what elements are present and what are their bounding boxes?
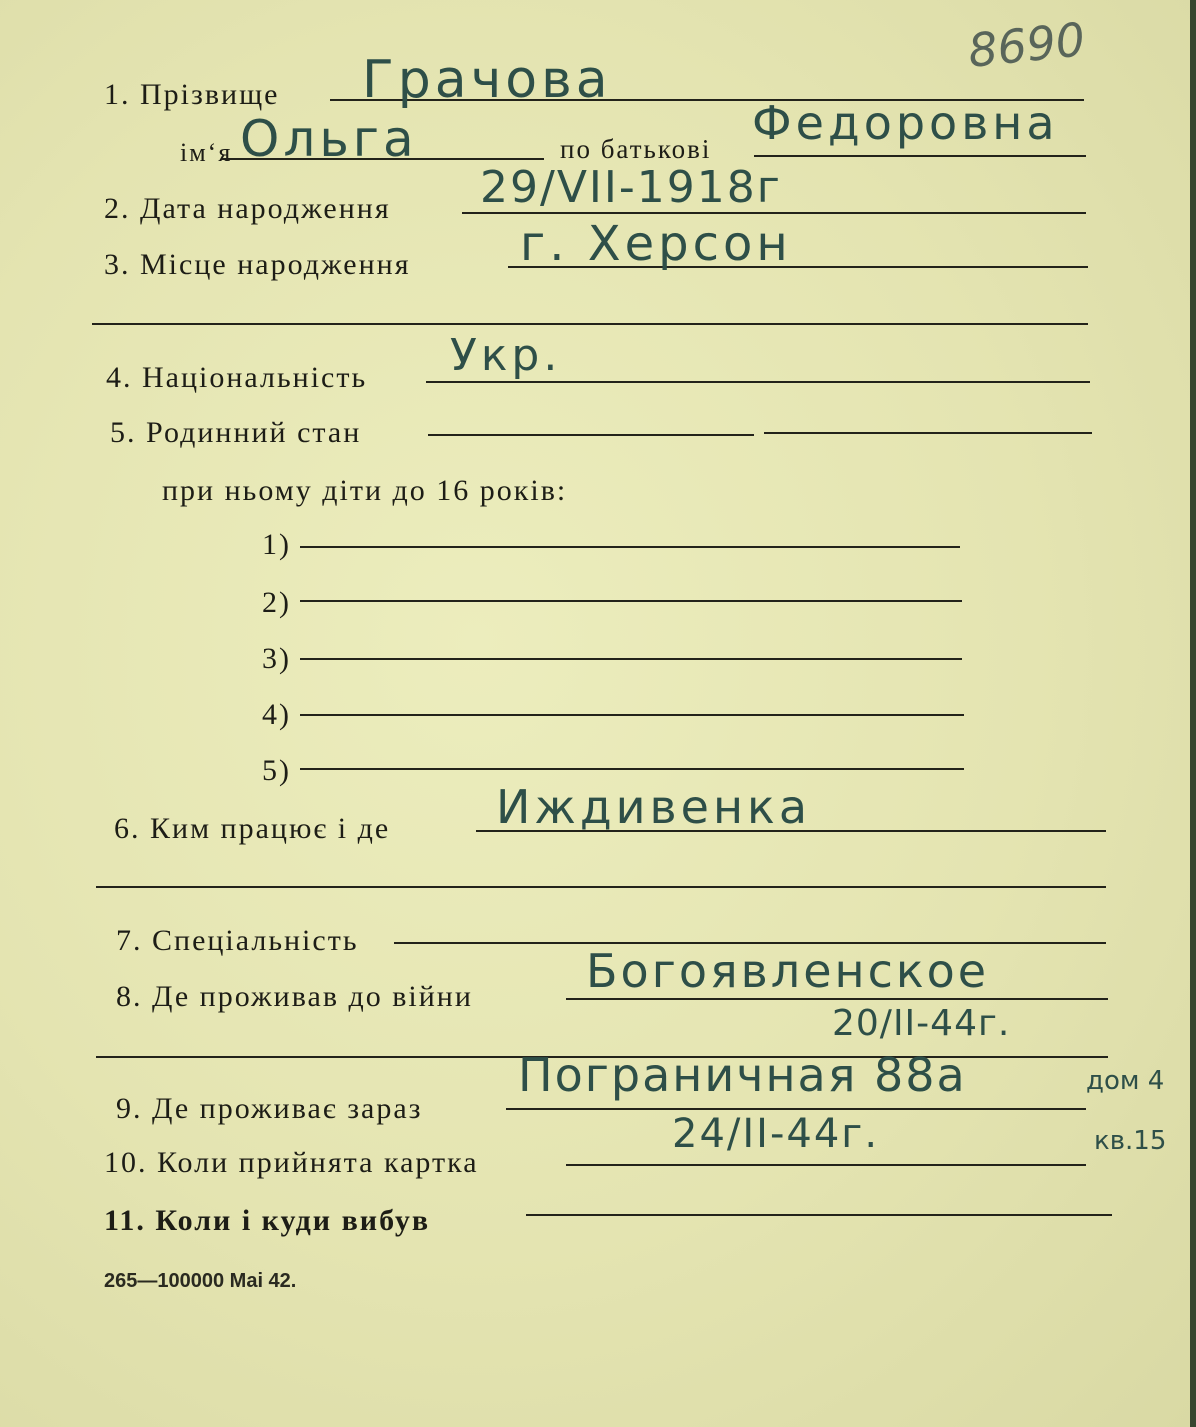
patronymic-line — [754, 155, 1086, 157]
specialty-label: 7. Спеціальність — [116, 924, 359, 957]
work-line-2 — [96, 886, 1106, 888]
child-4-line — [300, 714, 964, 716]
family-label: 5. Родинний стан — [110, 416, 362, 449]
nationality-value: Укр. — [450, 330, 562, 381]
current-extra-apt: кв.15 — [1094, 1126, 1167, 1156]
accepted-line — [566, 1164, 1086, 1166]
current-label: 9. Де проживає зараз — [116, 1092, 423, 1125]
departed-line — [526, 1214, 1112, 1216]
prewar-value: Богоявленское — [586, 944, 990, 998]
name-value: Ольга — [240, 110, 418, 168]
child-2-label: 2) — [262, 586, 291, 619]
current-line — [506, 1108, 1086, 1110]
name-label: ім‘я — [180, 138, 233, 167]
birthplace-line-2 — [92, 323, 1088, 325]
birthdate-label: 2. Дата народження — [104, 192, 391, 225]
children-label: при ньому діти до 16 років: — [162, 474, 568, 507]
child-2-line — [300, 600, 962, 602]
family-line-b — [764, 432, 1092, 434]
child-1-label: 1) — [262, 528, 291, 561]
nationality-line — [426, 381, 1090, 383]
current-extra-house: дом 4 — [1086, 1066, 1165, 1096]
nationality-label: 4. Національність — [106, 361, 368, 394]
patronymic-value: Федоровна — [752, 96, 1059, 150]
child-5-label: 5) — [262, 754, 291, 787]
accepted-label: 10. Коли прийнята картка — [104, 1146, 479, 1179]
accepted-value: 24/II-44г. — [672, 1111, 880, 1157]
family-line-a — [428, 434, 754, 436]
archive-number: 8690 — [965, 12, 1088, 78]
prewar-line — [566, 998, 1108, 1000]
birthplace-label: 3. Місце народження — [104, 248, 411, 281]
prewar-date: 20/II-44г. — [832, 1003, 1011, 1044]
prewar-label: 8. Де проживав до війни — [116, 980, 473, 1013]
child-4-label: 4) — [262, 698, 291, 731]
child-3-label: 3) — [262, 642, 291, 675]
birthplace-value: г. Херсон — [520, 216, 792, 272]
print-code: 265—100000 Mai 42. — [104, 1270, 297, 1292]
current-value: Пограничная 88а — [518, 1048, 967, 1102]
child-3-line — [300, 658, 962, 660]
surname-label: 1. Прізвище — [104, 78, 280, 111]
child-5-line — [300, 768, 964, 770]
work-value: Иждивенка — [496, 780, 812, 834]
child-1-line — [300, 546, 960, 548]
birthdate-value: 29/VII-1918г — [480, 162, 782, 213]
work-label: 6. Ким працює і де — [114, 812, 391, 845]
departed-label: 11. Коли і куди вибув — [104, 1204, 431, 1237]
card-edge — [1190, 0, 1196, 1427]
surname-value: Грачова — [362, 50, 612, 110]
patronymic-label: по батькові — [560, 134, 712, 164]
